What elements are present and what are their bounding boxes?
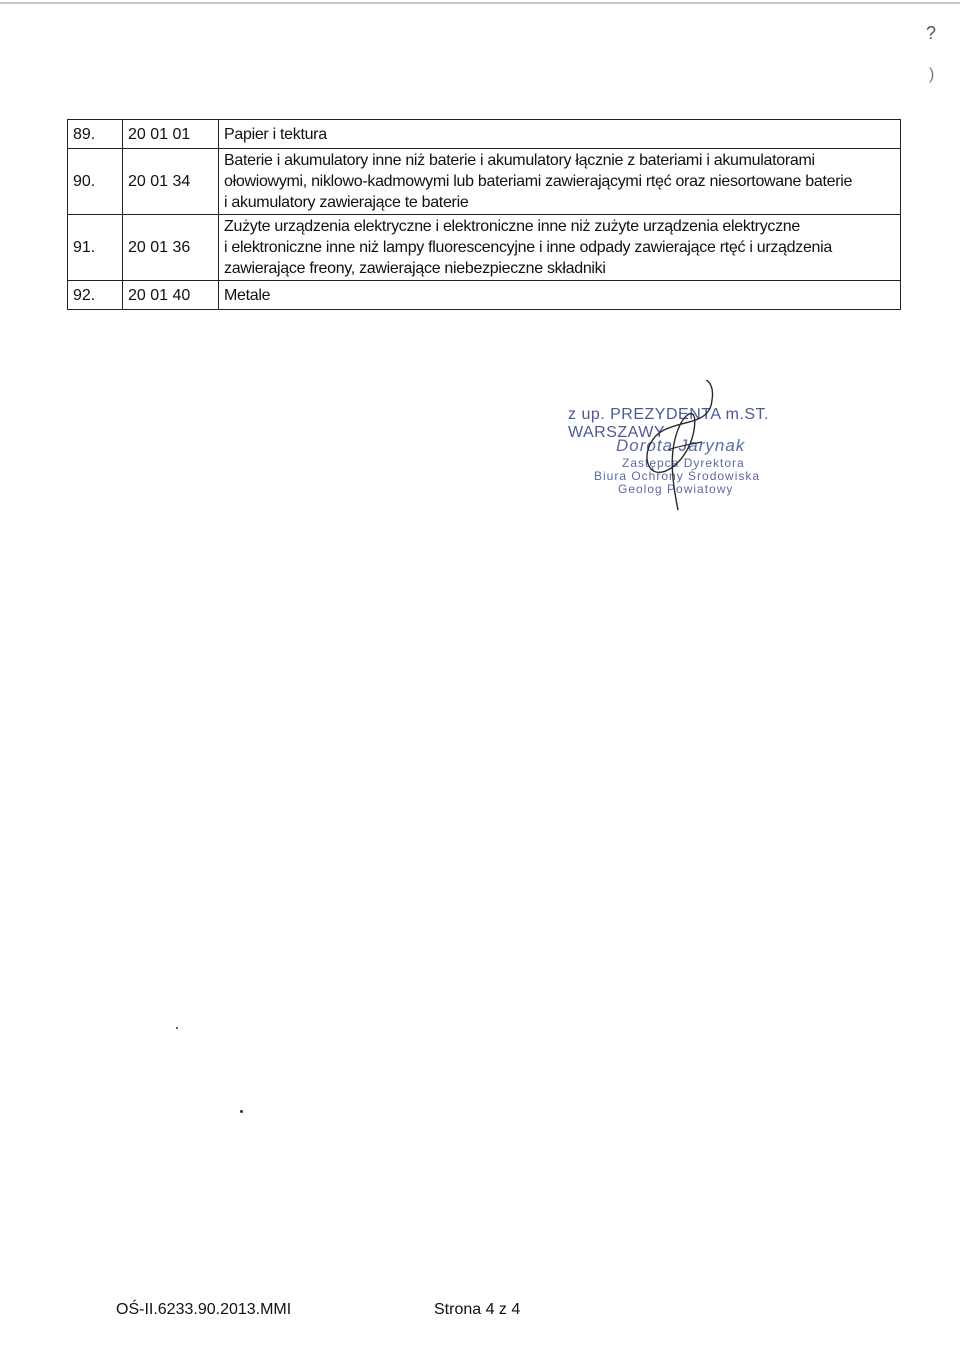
description-line: i elektroniczne inne niż lampy fluorescencyjne i inne odpady zawierające rtęć i urządzenia <box>224 239 833 256</box>
description-line: Baterie i akumulatory inne niż baterie i akumulatory łącznie z bateriami i akumulatorami <box>224 152 815 169</box>
description-line: ołowiowymi, niklowo-kadmowymi lub bateriami zawierającymi rtęć oraz niesortowane baterie <box>224 173 853 190</box>
scan-speck <box>240 1110 243 1113</box>
waste-description <box>219 149 901 215</box>
table-row <box>68 281 901 310</box>
page-number: Strona 4 z 4 <box>434 1301 521 1318</box>
stamp-signatory-name: Dorota Jarynak <box>616 436 746 455</box>
description-line: Papier i tektura <box>224 125 327 143</box>
row-number: 91. <box>68 215 123 281</box>
table-row <box>68 149 901 215</box>
scan-speck <box>176 1027 178 1029</box>
description-line: Metale <box>224 286 271 304</box>
document-reference: OŚ-II.6233.90.2013.MMI <box>116 1301 292 1318</box>
waste-codes-table <box>67 119 901 310</box>
waste-description <box>219 215 901 281</box>
stamp-role-line: Biura Ochrony Środowiska <box>594 469 761 483</box>
stamp-role-line: Geolog Powiatowy <box>618 482 734 496</box>
scan-top-edge <box>0 2 960 4</box>
description-line: Zużyte urządzenia elektryczne i elektroniczne inne niż zużyte urządzenia elektryczne <box>224 218 800 235</box>
margin-pencil-mark-2: ) <box>929 66 935 83</box>
waste-code: 20 01 01 <box>123 120 219 149</box>
waste-description <box>219 120 901 149</box>
table-row <box>68 120 901 149</box>
waste-code: 20 01 40 <box>123 281 219 310</box>
margin-pencil-mark: ? <box>926 23 937 43</box>
description-line: i akumulatory zawierające te baterie <box>224 194 469 211</box>
waste-code: 20 01 36 <box>123 215 219 281</box>
waste-code: 20 01 34 <box>123 149 219 215</box>
stamp-role-line: Zastępca Dyrektora <box>622 456 745 470</box>
description-line: zawierające freony, zawierające niebezpieczne składniki <box>224 260 606 277</box>
row-number: 89. <box>68 120 123 149</box>
table-row <box>68 215 901 281</box>
row-number: 92. <box>68 281 123 310</box>
row-number: 90. <box>68 149 123 215</box>
handwritten-signature <box>560 380 820 530</box>
waste-description <box>219 281 901 310</box>
stamp-authority-line: z up. PREZYDENTA m.ST. WARSZAWY <box>568 406 769 441</box>
